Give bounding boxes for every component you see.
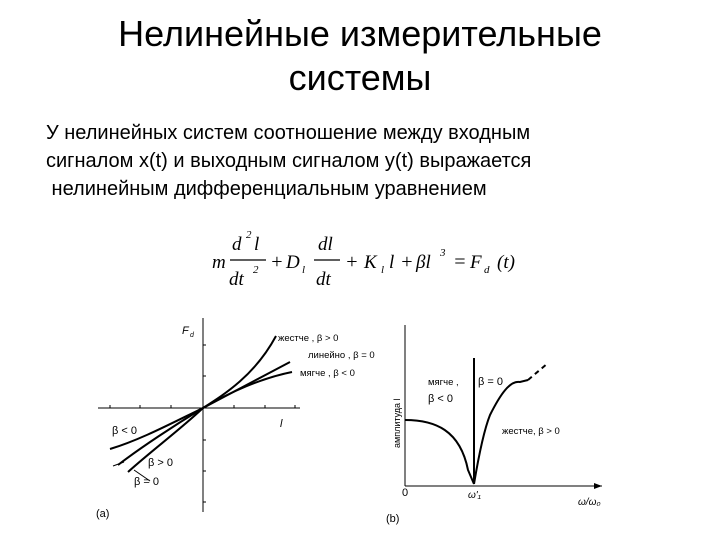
eq-l: l: [254, 234, 260, 255]
eq-D: D: [286, 252, 300, 273]
fig-b-xlabel: ω/ω₀: [578, 497, 601, 508]
fig-b-curve-soft: [405, 420, 474, 484]
fig-a-caption: (a): [96, 508, 110, 520]
eq-d: d: [232, 234, 242, 255]
fig-a-xlabel: l: [280, 418, 283, 430]
fig-a-label-left-linear: β = 0: [134, 476, 159, 488]
eq-F: F: [470, 252, 482, 273]
fig-b-omega1: ω'₁: [468, 490, 481, 501]
eq-D-sub: l: [302, 264, 306, 276]
eq-F-sub: d: [484, 264, 490, 276]
eq-plus-1: +: [270, 251, 284, 273]
body-line-3: нелинейным дифференциальным уравнением: [46, 178, 487, 200]
fig-b-x-arrow: [594, 483, 602, 489]
slide-title-line2: системы: [288, 57, 432, 98]
fig-b-label-soft: мягче ,: [428, 377, 459, 388]
eq-sup2b: 2: [253, 264, 259, 276]
body-line-2: сигналом x(t) и выходным сигналом y(t) выражается: [46, 150, 532, 172]
eq-K-sub: l: [381, 264, 385, 276]
eq-sup3: 3: [440, 247, 446, 259]
eq-dl: dl: [318, 234, 333, 255]
slide-title-line1: Нелинейные измерительные: [118, 13, 602, 54]
eq-l2: l: [389, 252, 395, 273]
fig-b-ylabel: амплитуда l: [392, 398, 402, 448]
eq-dt: dt: [229, 269, 244, 290]
eq-equals: =: [453, 251, 467, 273]
fig-a-label-linear: линейно , β = 0: [308, 350, 375, 361]
eq-dt2: dt: [316, 269, 331, 290]
fig-a-label-soft: мягче , β < 0: [300, 368, 355, 379]
eq-sup2: 2: [246, 229, 252, 241]
fig-a-label-left-soft: β < 0: [112, 425, 137, 437]
eq-t: (t): [497, 252, 515, 273]
fig-b-caption: (b): [386, 513, 400, 525]
fig-b-label-soft-beta: β < 0: [428, 393, 453, 405]
fig-a-ylabel: F: [182, 325, 189, 337]
fig-b-label-hard: жестче, β > 0: [502, 426, 560, 437]
fig-a-label-hard: жестче , β > 0: [278, 333, 339, 344]
eq-m: m: [212, 252, 226, 273]
fig-b-label-beta-zero: β = 0: [478, 376, 503, 388]
eq-beta: βl: [416, 252, 431, 273]
eq-plus-2: +: [345, 251, 359, 273]
eq-K: K: [364, 252, 377, 273]
fig-a-label-left-hard: β > 0: [148, 457, 173, 469]
body-line-1: У нелинейных систем соотношение между входным: [46, 122, 531, 144]
eq-plus-3: +: [400, 251, 414, 273]
fig-a-ylabel-sub: d: [190, 332, 194, 339]
fig-b-curve-hard-dashed: [528, 363, 548, 380]
fig-b-origin: 0: [402, 487, 409, 499]
